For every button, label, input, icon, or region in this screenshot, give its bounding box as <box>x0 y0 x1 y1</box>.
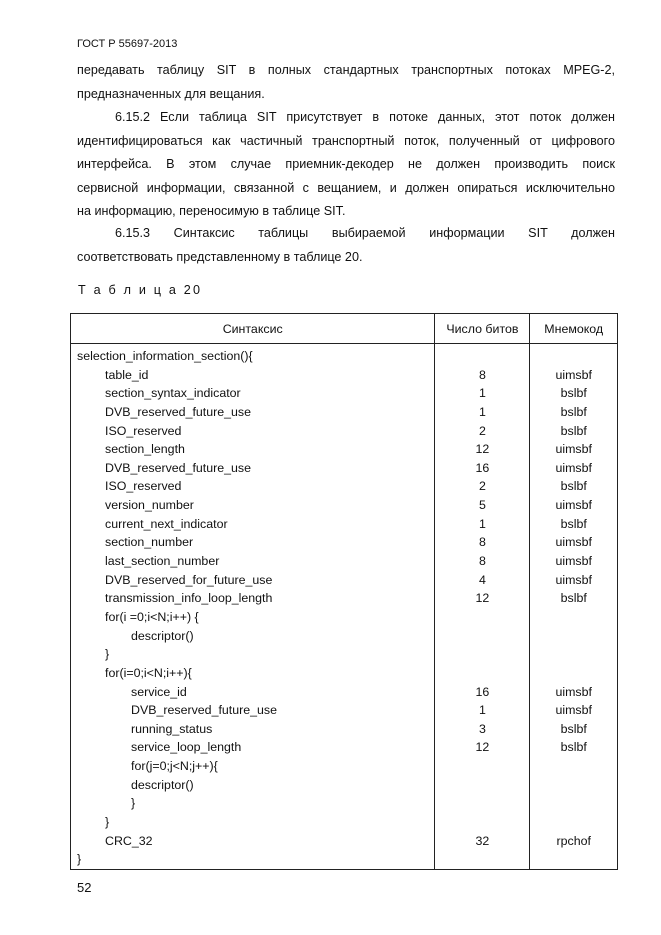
mnemonic-cell <box>530 757 617 776</box>
syntax-cell: service_loop_length <box>131 740 242 755</box>
syntax-cell: ISO_reserved <box>105 423 182 438</box>
paragraph-6-15-3 <box>77 222 615 269</box>
syntax-cell: } <box>105 647 110 662</box>
syntax-cell: current_next_indicator <box>105 516 228 531</box>
mnemonic-cell: bslbf <box>560 721 587 736</box>
syntax-cell: } <box>131 796 136 811</box>
mnemonic-cell: uimsbf <box>555 684 592 699</box>
mnemonic-cell: bslbf <box>560 516 587 531</box>
syntax-cell: version_number <box>105 498 194 513</box>
syntax-cell: service_id <box>131 684 187 699</box>
bits-cell: 1 <box>478 404 486 419</box>
syntax-cell: DVB_reserved_future_use <box>105 460 252 475</box>
syntax-cell: section_length <box>105 442 185 457</box>
mnemonic-cell: bslbf <box>560 740 587 755</box>
mnemonic-cell <box>530 664 617 683</box>
syntax-cell: } <box>77 852 82 867</box>
bits-cell <box>435 347 529 366</box>
mnemonic-cell: uimsbf <box>555 442 592 457</box>
syntax-cell: section_number <box>105 535 194 550</box>
bits-cell: 2 <box>478 423 486 438</box>
syntax-cell: for(i=0;i<N;i++){ <box>105 665 192 680</box>
mnemonic-cell: bslbf <box>560 423 587 438</box>
text-line: сервисной информации, связанной с вещанием, и должен опираться исключительно <box>77 180 615 195</box>
table-caption: Т а б л и ц а 20 <box>78 283 203 297</box>
mnemonic-cell <box>530 627 617 646</box>
mnemonic-cell: bslbf <box>560 404 587 419</box>
bits-cell: 12 <box>475 740 490 755</box>
table-body-row <box>71 344 618 870</box>
syntax-cell: } <box>105 815 110 830</box>
document-header: ГОСТ Р 55697-2013 <box>77 38 178 50</box>
text-line: предназначенных для вещания. <box>77 86 265 101</box>
bits-cell <box>435 850 529 869</box>
bits-cell <box>435 794 529 813</box>
syntax-cell: last_section_number <box>105 554 220 569</box>
mnemonic-cell: uimsbf <box>555 554 592 569</box>
mnemonic-cell <box>530 850 617 869</box>
bits-cell: 1 <box>478 386 486 401</box>
bits-cell <box>435 757 529 776</box>
syntax-cell: DVB_reserved_for_future_use <box>105 572 273 587</box>
header-syntax: Синтаксис <box>71 314 435 344</box>
bits-cell: 12 <box>475 591 490 606</box>
bits-cell: 1 <box>478 516 486 531</box>
bits-cell: 8 <box>478 554 486 569</box>
mnemonic-cell <box>530 813 617 832</box>
syntax-cell: selection_information_section(){ <box>77 349 253 363</box>
mnemonic-cell: uimsbf <box>555 367 592 382</box>
syntax-cell: DVB_reserved_future_use <box>131 703 278 718</box>
text-line: интерфейса. В этом случае приемник-декодер не должен производить поиск <box>77 157 615 171</box>
header-mnemonic: Мнемокод <box>530 314 618 344</box>
syntax-cell: CRC_32 <box>105 833 153 848</box>
mnemonic-cell: uimsbf <box>555 498 592 513</box>
syntax-cell: running_status <box>131 721 213 736</box>
text-line: 6.15.2 Если таблица SIT присутствует в потоке данных, этот поток должен <box>115 110 615 124</box>
bits-cell: 3 <box>478 721 486 736</box>
mnemonic-cell: uimsbf <box>555 535 592 550</box>
bits-cell: 16 <box>475 684 490 699</box>
bits-cell: 8 <box>478 535 486 550</box>
bits-cell: 8 <box>478 367 486 382</box>
mnemonic-cell: bslbf <box>560 479 587 494</box>
bits-cell: 16 <box>475 460 490 475</box>
page-number: 52 <box>77 880 92 895</box>
bits-cell <box>435 813 529 832</box>
syntax-cell: for(i =0;i<N;i++) { <box>105 609 199 624</box>
bits-cell: 12 <box>475 442 490 457</box>
syntax-cell: descriptor() <box>131 777 194 792</box>
text-line: соответствовать представленному в таблице 20. <box>77 249 363 264</box>
bits-cell <box>435 664 529 683</box>
syntax-cell: DVB_reserved_future_use <box>105 404 252 419</box>
text-line: идентифицироваться как частичный транспортный поток, полученный от цифрового <box>77 133 615 148</box>
syntax-cell: ISO_reserved <box>105 479 182 494</box>
bits-cell <box>435 645 529 664</box>
syntax-cell: for(j=0;j<N;j++){ <box>131 759 218 774</box>
mnemonic-cell: uimsbf <box>555 572 592 587</box>
bits-cell <box>435 627 529 646</box>
mnemonic-column <box>530 344 618 870</box>
syntax-cell: section_syntax_indicator <box>105 386 241 401</box>
paragraph-1 <box>77 59 615 106</box>
syntax-cell: table_id <box>105 367 149 382</box>
bits-cell: 32 <box>475 833 490 848</box>
mnemonic-cell: uimsbf <box>555 460 592 475</box>
bits-cell <box>435 776 529 795</box>
mnemonic-cell <box>530 794 617 813</box>
bits-cell <box>435 608 529 627</box>
bits-column <box>435 344 530 870</box>
mnemonic-cell: bslbf <box>560 591 587 606</box>
syntax-cell: transmission_info_loop_length <box>105 591 273 606</box>
mnemonic-cell <box>530 645 617 664</box>
text-line: передавать таблицу SIT в полных стандартных транспортных потоках MPEG-2, <box>77 63 615 77</box>
header-bits: Число битов <box>435 314 530 344</box>
paragraph-6-15-2 <box>77 106 615 224</box>
mnemonic-cell <box>530 347 617 366</box>
mnemonic-cell <box>530 608 617 627</box>
bits-cell: 1 <box>478 703 486 718</box>
mnemonic-cell: rpchof <box>556 833 591 848</box>
mnemonic-cell: uimsbf <box>555 703 592 718</box>
bits-cell: 4 <box>478 572 486 587</box>
text-line: 6.15.3 Синтаксис таблицы выбираемой информации SIT должен <box>115 226 615 240</box>
bits-cell: 5 <box>478 498 486 513</box>
bits-cell: 2 <box>478 479 486 494</box>
syntax-table <box>70 313 618 870</box>
mnemonic-cell: bslbf <box>560 386 587 401</box>
syntax-column <box>71 344 435 870</box>
syntax-cell: descriptor() <box>131 628 194 643</box>
text-line: на информацию, переносимую в таблице SIT. <box>77 204 346 218</box>
mnemonic-cell <box>530 776 617 795</box>
table-header-row <box>71 314 618 344</box>
